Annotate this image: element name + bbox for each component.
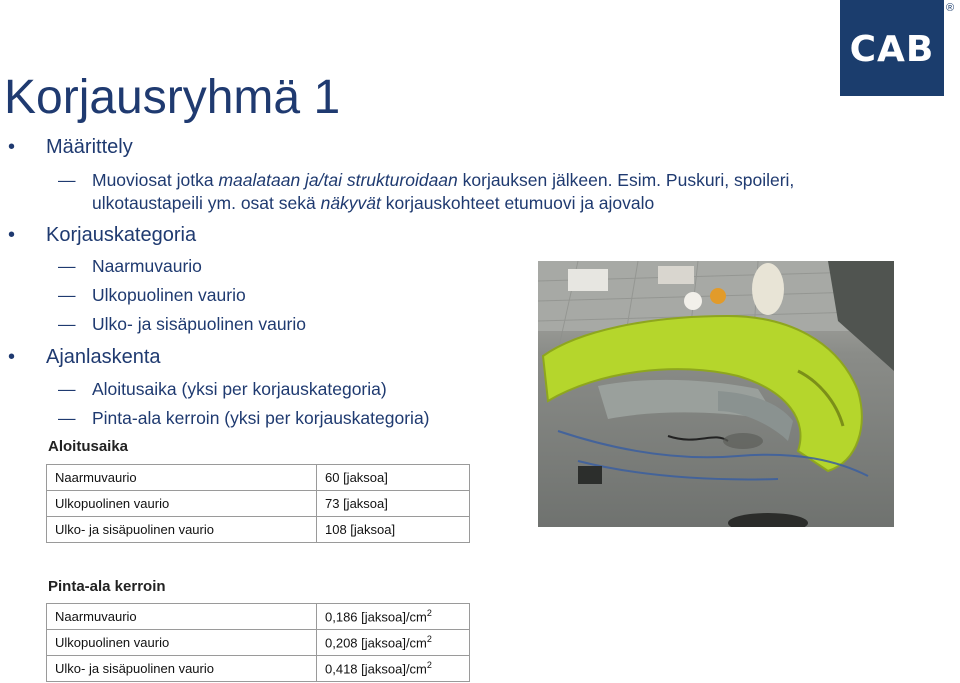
section-heading: Määrittely	[46, 136, 133, 158]
definition-text: Muoviosat jotka maalataan ja/tai strukturoidaan korjauksen jälkeen. Esim. Puskuri, spoileri, ulkotaustapeili ym. osat sekä näkyvät korjauskohteet etumuovi ja ajovalo	[92, 170, 795, 213]
bumper-photo-illustration	[538, 261, 894, 527]
row-name: Ulkopuolinen vaurio	[47, 491, 317, 517]
row-name: Naarmuvaurio	[47, 465, 317, 491]
unit-exponent: 2	[426, 660, 432, 671]
row-name: Naarmuvaurio	[47, 604, 317, 630]
dash-icon: —	[58, 285, 76, 305]
list-item-text: Aloitusaika (yksi per korjauskategoria)	[92, 379, 387, 399]
list-item	[58, 378, 387, 401]
bullet-dot-icon: •	[8, 346, 16, 368]
table-row	[47, 630, 470, 656]
dash-icon: —	[58, 170, 76, 190]
bullet-maarittely	[8, 136, 133, 159]
dash-icon: —	[58, 408, 76, 428]
table-row	[47, 656, 470, 682]
table-row	[47, 517, 470, 543]
bullet-ajanlaskenta	[8, 346, 161, 369]
cab-logo	[840, 0, 944, 96]
list-item-text: Ulkopuolinen vaurio	[92, 285, 246, 305]
start-time-table	[46, 464, 470, 543]
sub-item-definition	[58, 169, 794, 215]
page-title: Korjausryhmä 1	[4, 71, 341, 124]
table1-title: Aloitusaika	[48, 438, 129, 455]
dash-icon: —	[58, 379, 76, 399]
row-name: Ulko- ja sisäpuolinen vaurio	[47, 517, 317, 543]
registered-mark: ®	[946, 2, 955, 14]
row-value-cell	[317, 630, 470, 656]
bullet-dot-icon: •	[8, 136, 16, 158]
list-item	[58, 284, 246, 307]
unit-exponent: 2	[426, 634, 432, 645]
row-value: 0,186 [jaksoa]/cm	[325, 609, 427, 625]
bullet-dot-icon: •	[8, 224, 16, 246]
table2-title: Pinta-ala kerroin	[48, 578, 166, 595]
list-item	[58, 313, 306, 336]
row-name: Ulkopuolinen vaurio	[47, 630, 317, 656]
list-item	[58, 407, 430, 430]
row-value-cell	[317, 656, 470, 682]
dash-icon: —	[58, 314, 76, 334]
list-item-text: Ulko- ja sisäpuolinen vaurio	[92, 314, 306, 334]
section-heading: Korjauskategoria	[46, 224, 197, 246]
row-value-cell	[317, 604, 470, 630]
dash-icon: —	[58, 256, 76, 276]
bullet-korjauskategoria	[8, 224, 196, 247]
table-row	[47, 604, 470, 630]
row-value: 0,208 [jaksoa]/cm	[325, 635, 427, 651]
section-heading: Ajanlaskenta	[46, 346, 161, 368]
table-row	[47, 491, 470, 517]
bumper-repair-photo	[538, 261, 894, 527]
logo-text: CAB	[849, 29, 935, 70]
table-row	[47, 465, 470, 491]
list-item-text: Naarmuvaurio	[92, 256, 202, 276]
area-multiplier-table	[46, 603, 470, 682]
row-value: 108 [jaksoa]	[317, 517, 470, 543]
row-value: 0,418 [jaksoa]/cm	[325, 661, 427, 677]
unit-exponent: 2	[426, 608, 432, 619]
list-item-text: Pinta-ala kerroin (yksi per korjauskategoria)	[92, 408, 430, 428]
row-value: 60 [jaksoa]	[317, 465, 470, 491]
row-value: 73 [jaksoa]	[317, 491, 470, 517]
list-item	[58, 255, 202, 278]
row-name: Ulko- ja sisäpuolinen vaurio	[47, 656, 317, 682]
